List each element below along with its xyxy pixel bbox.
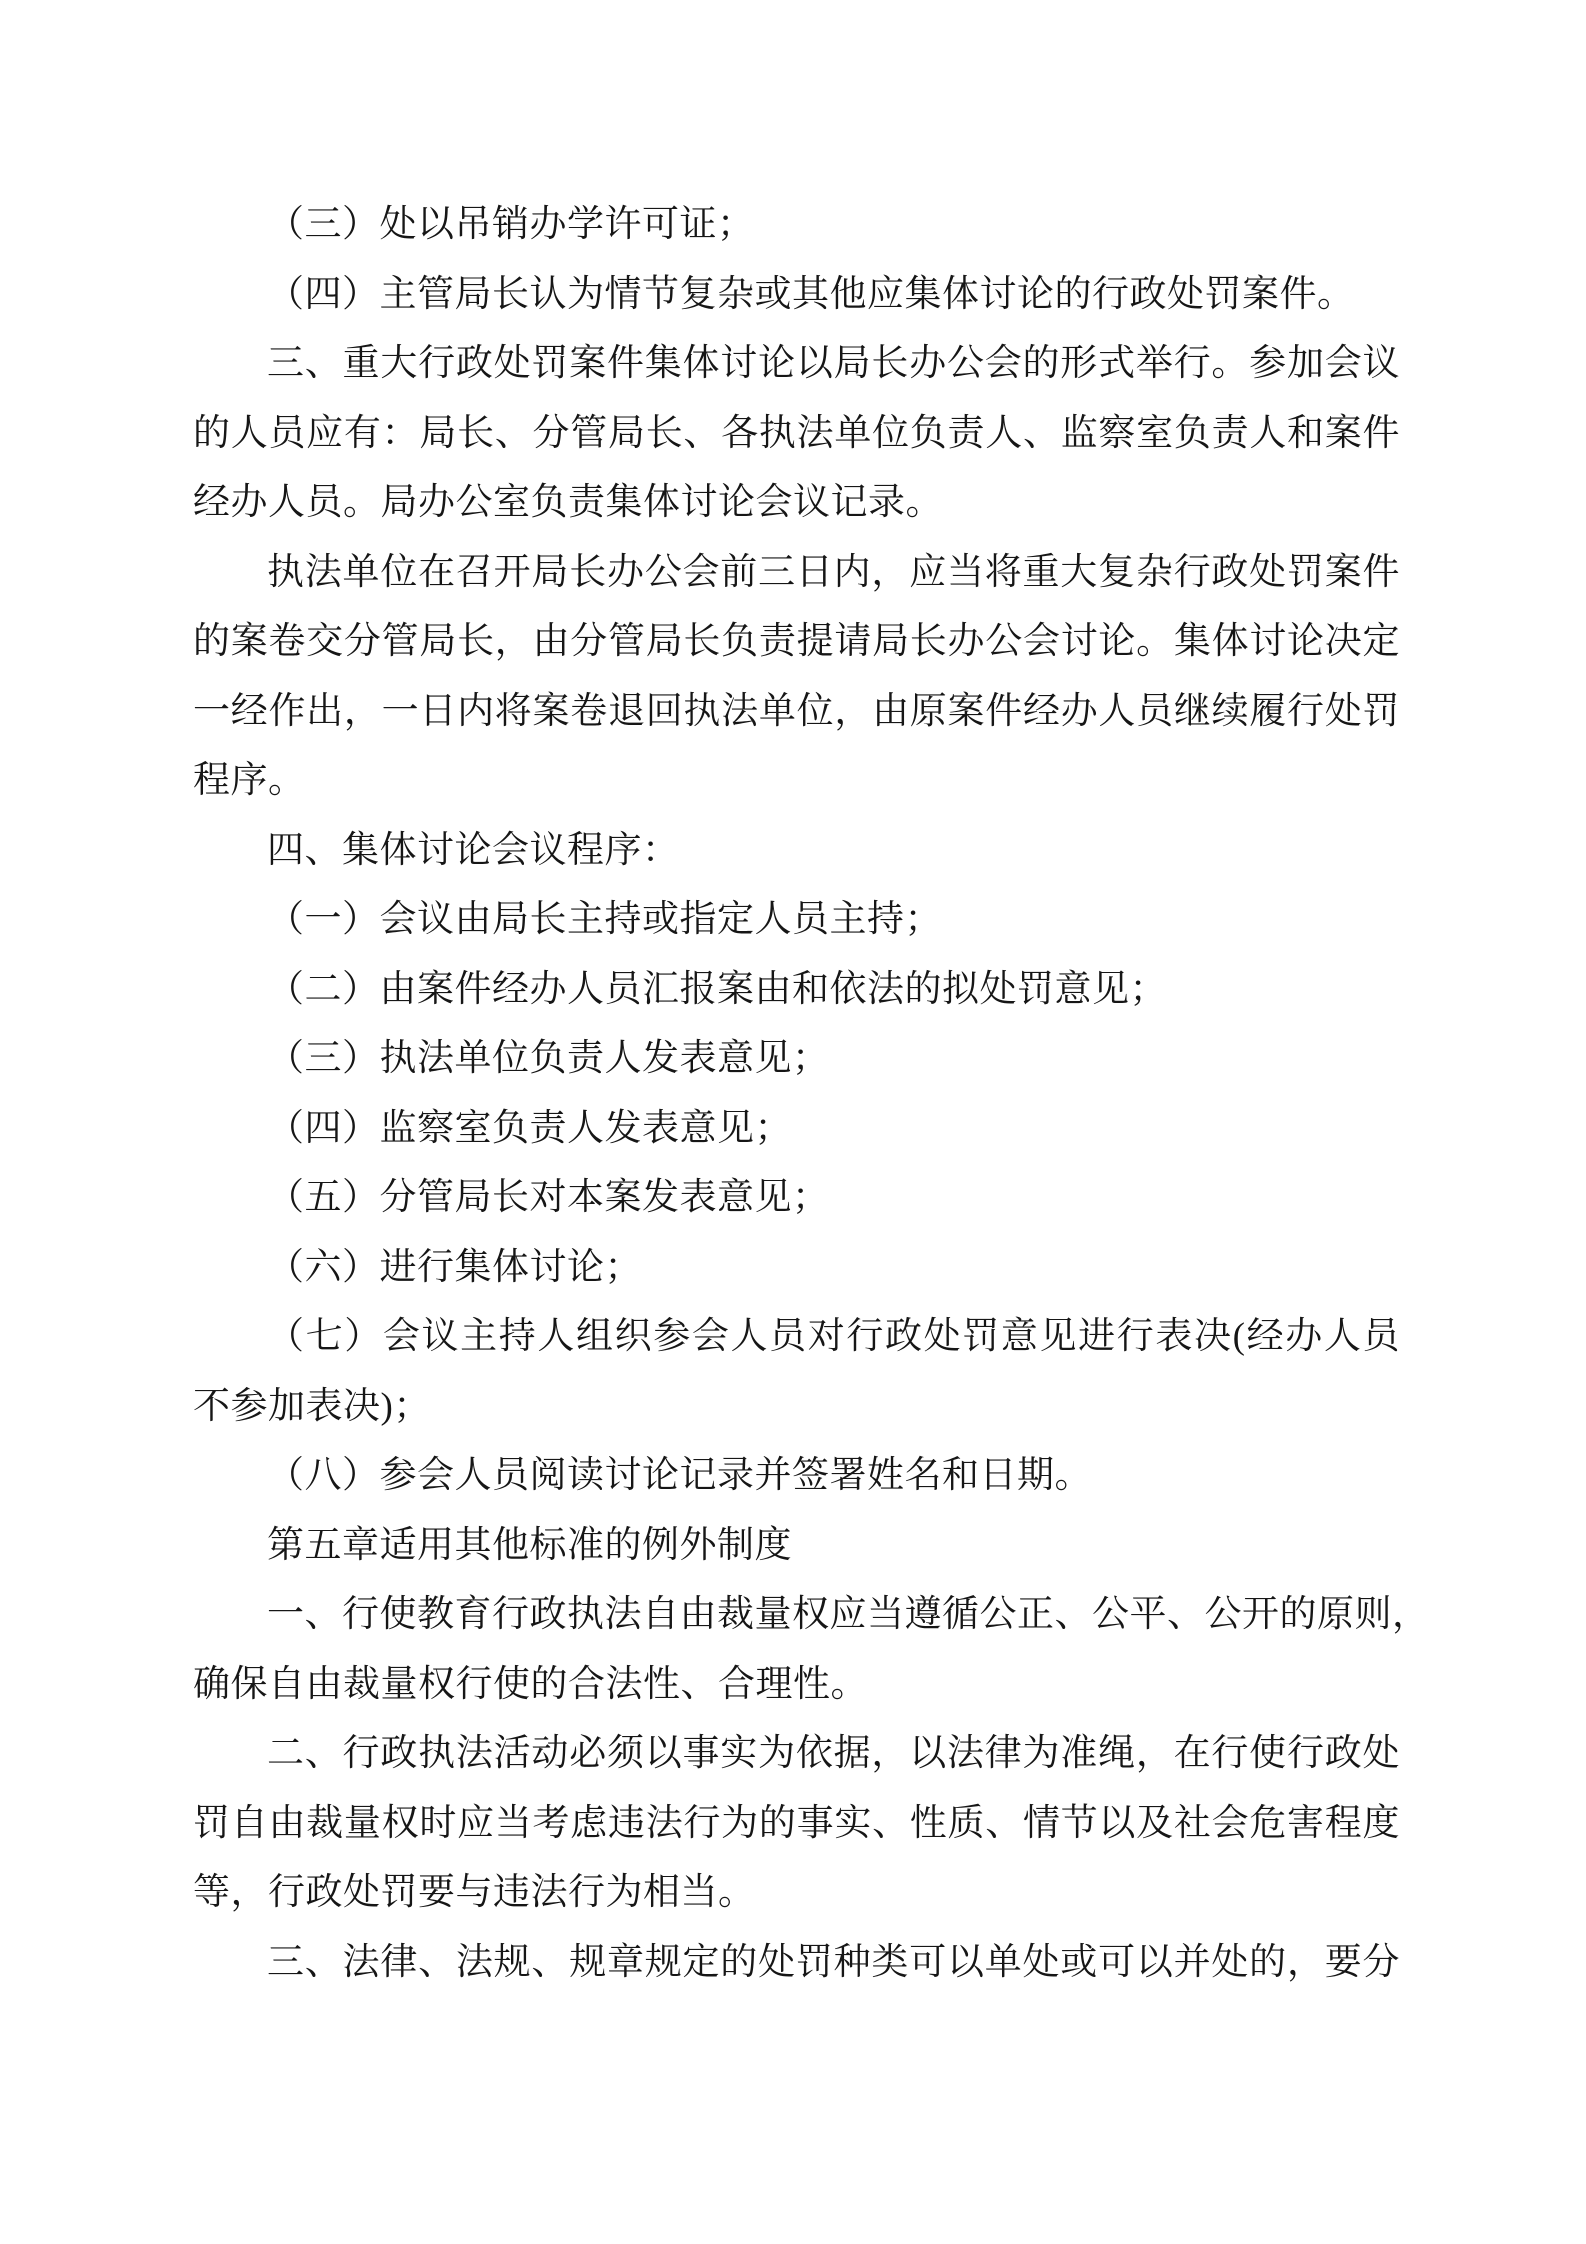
text-line: 二、行政执法活动必须以事实为依据，以法律为准绳，在行使行政处 xyxy=(267,1733,1400,1774)
text-line: 三、重大行政处罚案件集体讨论以局长办公会的形式举行。参加会议 xyxy=(267,343,1400,384)
text-line: （七）会议主持人组织参会人员对行政处罚意见进行表决(经办人员 xyxy=(267,1316,1400,1357)
text-line: 确保自由裁量权行使的合法性、合理性。 xyxy=(193,1663,868,1705)
text-line: 程序。 xyxy=(193,760,306,801)
document-lines xyxy=(193,190,1430,1997)
text-line: （八）参会人员阅读讨论记录并签署姓名和日期。 xyxy=(267,1455,1092,1496)
text-line: 不参加表决)； xyxy=(193,1385,431,1427)
text-line: 执法单位在召开局长办公会前三日内，应当将重大复杂行政处罚案件 xyxy=(267,551,1400,593)
text-line: （四）主管局长认为情节复杂或其他应集体讨论的行政处罚案件。 xyxy=(267,273,1355,315)
text-line: 经办人员。局办公室负责集体讨论会议记录。 xyxy=(193,482,943,523)
text-line: （二）由案件经办人员汇报案由和依法的拟处罚意见； xyxy=(267,968,1167,1010)
text-line: （一）会议由局长主持或指定人员主持； xyxy=(267,899,942,940)
text-line: 三、法律、法规、规章规定的处罚种类可以单处或可以并处的，要分 xyxy=(267,1941,1400,1983)
text-line: 等，行政处罚要与违法行为相当。 xyxy=(193,1872,756,1913)
chapter-heading: 第五章适用其他标准的例外制度 xyxy=(267,1524,792,1566)
text-line: 一、行使教育行政执法自由裁量权应当遵循公正、公平、公开的原则， xyxy=(267,1594,1430,1635)
text-line: 的案卷交分管局长，由分管局长负责提请局长办公会讨论。集体讨论决定 xyxy=(193,621,1400,662)
text-line: （三）处以吊销办学许可证； xyxy=(267,204,755,245)
text-line: 的人员应有：局长、分管局长、各执法单位负责人、监察室负责人和案件 xyxy=(193,412,1400,454)
text-line: 四、集体讨论会议程序： xyxy=(267,829,680,871)
text-line: （三）执法单位负责人发表意见； xyxy=(267,1038,830,1079)
text-line: （四）监察室负责人发表意见； xyxy=(267,1107,792,1149)
text-line: 罚自由裁量权时应当考虑违法行为的事实、性质、情节以及社会危害程度 xyxy=(193,1802,1400,1844)
text-line: （六）进行集体讨论； xyxy=(267,1246,642,1288)
text-line: 一经作出，一日内将案卷退回执法单位，由原案件经办人员继续履行处罚 xyxy=(193,690,1400,732)
text-line: （五）分管局长对本案发表意见； xyxy=(267,1177,830,1218)
